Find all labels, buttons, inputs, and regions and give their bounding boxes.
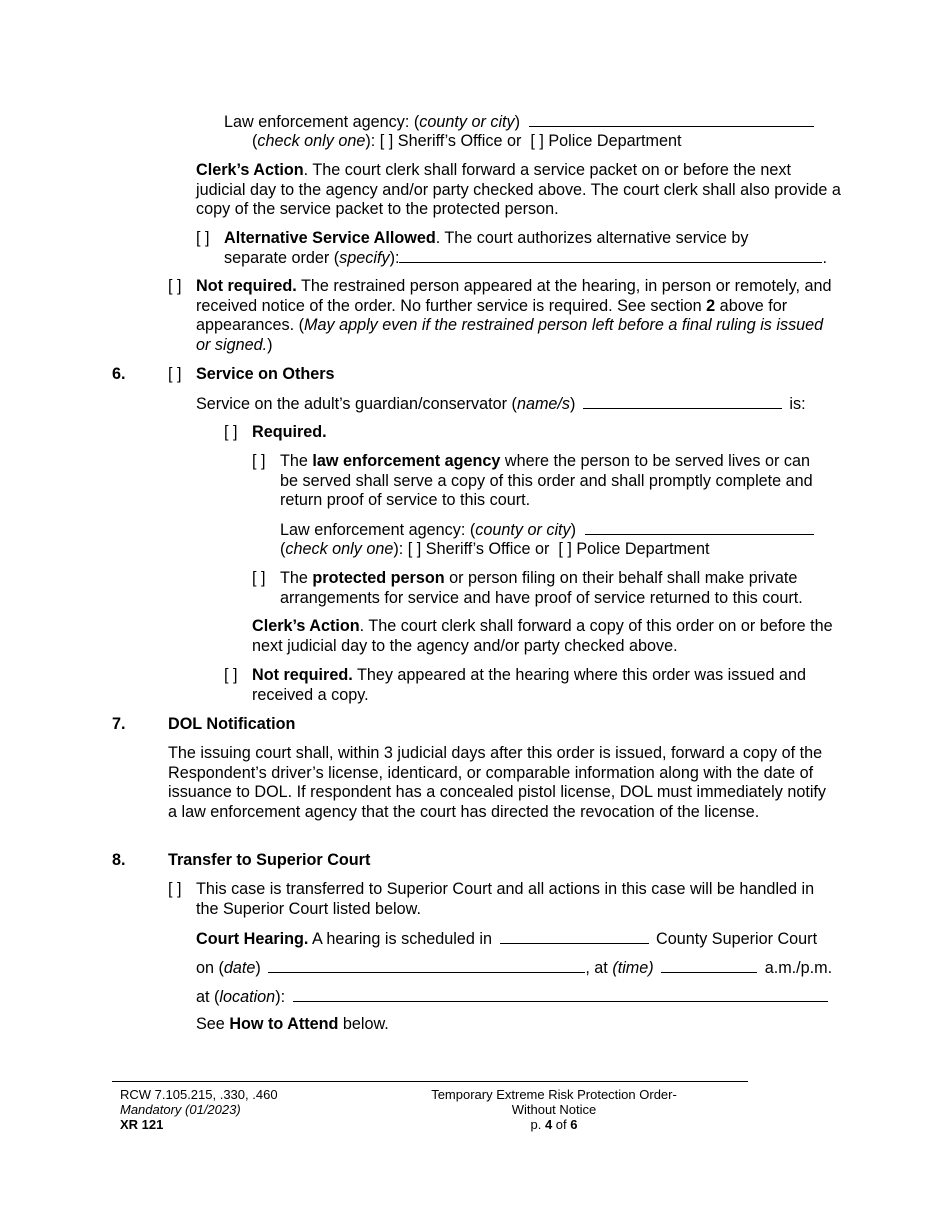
guardian-line: Service on the adult’s guardian/conservator (name/s) is: bbox=[196, 395, 806, 413]
protected-person-text: The protected person or person filing on their behalf shall make private arrangements for service and have proof of service returned to this court. bbox=[280, 569, 803, 607]
time-field[interactable] bbox=[661, 958, 757, 973]
law-enforcement-checkbox[interactable]: [ ] bbox=[252, 452, 266, 470]
agency-field[interactable] bbox=[529, 112, 814, 127]
section-6-title: Service on Others bbox=[196, 365, 335, 383]
clerk-action-1: Clerk’s Action. The court clerk shall forward a service packet on or before the next judicial day to the agency and/or party checked above. The court clerk shall also provide a copy of the service packet to the protected person. bbox=[196, 161, 841, 219]
footer-rule bbox=[112, 1081, 748, 1082]
transfer-text: This case is transferred to Superior Court and all actions in this case will be handled in the Superior Court listed below. bbox=[196, 880, 815, 918]
top-agency-check: (check only one): [ ] Sheriff’s Office or [ ] Police Department bbox=[252, 132, 682, 150]
police-checkbox-2[interactable]: [ ] bbox=[558, 540, 572, 558]
footer-title-line1: Temporary Extreme Risk Protection Order- bbox=[431, 1087, 677, 1102]
footer-rcw: RCW 7.105.215, .330, .460 bbox=[120, 1087, 278, 1102]
section-8-number: 8. bbox=[112, 851, 126, 869]
not-required-2-text: Not required. They appeared at the hearing where this order was issued and received a copy. bbox=[252, 666, 806, 704]
protected-person-checkbox[interactable]: [ ] bbox=[252, 569, 266, 587]
section-6-checkbox[interactable]: [ ] bbox=[168, 365, 182, 383]
agency-field-2[interactable] bbox=[585, 520, 814, 535]
not-required-text: Not required. The restrained person appeared at the hearing, in person or remotely, and received notice of the order. No further service is required. See section 2 above for appearances. (May apply even if the restrained person left before a final ruling is issued or signed.) bbox=[196, 277, 832, 354]
alt-service-line1: Alternative Service Allowed. The court authorizes alternative service by bbox=[224, 229, 749, 247]
not-required-checkbox[interactable]: [ ] bbox=[168, 277, 182, 295]
clerk-action-2: Clerk’s Action. The court clerk shall forward a copy of this order on or before the next judicial day to the agency and/or party checked above. bbox=[252, 617, 833, 655]
section-8-title: Transfer to Superior Court bbox=[168, 851, 371, 869]
sheriff-checkbox-2[interactable]: [ ] bbox=[407, 540, 422, 558]
required-checkbox[interactable]: [ ] bbox=[224, 423, 238, 441]
section-7-text: The issuing court shall, within 3 judicial days after this order is issued, forward a copy of the Respondent’s driver’s license, identicard, or comparable information along with the date of issuance to DOL. If respondent has a concealed pistol license, DOL must immediately notify a law enforcement agency that the court has directed the revocation of the license. bbox=[168, 744, 827, 821]
alt-service-checkbox[interactable]: [ ] bbox=[196, 229, 210, 247]
sheriff-checkbox[interactable]: [ ] bbox=[379, 132, 394, 150]
location-field[interactable] bbox=[293, 987, 828, 1002]
section-6-number: 6. bbox=[112, 365, 126, 383]
not-required-2-checkbox[interactable]: [ ] bbox=[224, 666, 238, 684]
alt-service-line2: separate order (specify): . bbox=[224, 249, 827, 267]
county-field[interactable] bbox=[500, 929, 649, 944]
specify-field[interactable] bbox=[399, 248, 822, 263]
date-field[interactable] bbox=[268, 958, 585, 973]
date-time-line: on (date) , at (time) a.m./p.m. bbox=[196, 959, 833, 977]
footer-form-number: XR 121 bbox=[120, 1117, 164, 1132]
see-how-to-attend: See How to Attend below. bbox=[196, 1015, 389, 1033]
top-agency-label: Law enforcement agency: (county or city) bbox=[224, 112, 814, 133]
footer-page-number: p. 4 of 6 bbox=[530, 1117, 578, 1132]
footer-mandatory: Mandatory (01/2023) bbox=[120, 1102, 241, 1117]
required-label: Required. bbox=[252, 423, 327, 441]
section-7-number: 7. bbox=[112, 715, 126, 733]
guardian-name-field[interactable] bbox=[583, 394, 782, 409]
footer-title-line2: Without Notice bbox=[511, 1102, 597, 1117]
court-hearing-line: Court Hearing. A hearing is scheduled in County Superior Court bbox=[196, 930, 818, 948]
section-7-title: DOL Notification bbox=[168, 715, 296, 733]
law-enforcement-text: The law enforcement agency where the person to be served lives or can be served shall serve a copy of this order and shall promptly complete and return proof of service to this court. bbox=[280, 452, 813, 510]
transfer-checkbox[interactable]: [ ] bbox=[168, 880, 182, 898]
agency-label-2: Law enforcement agency: (county or city) bbox=[280, 520, 814, 541]
location-line: at (location): bbox=[196, 987, 828, 1008]
agency-check-2: (check only one): [ ] Sheriff’s Office or [ ] Police Department bbox=[280, 540, 710, 558]
police-checkbox[interactable]: [ ] bbox=[530, 132, 544, 150]
